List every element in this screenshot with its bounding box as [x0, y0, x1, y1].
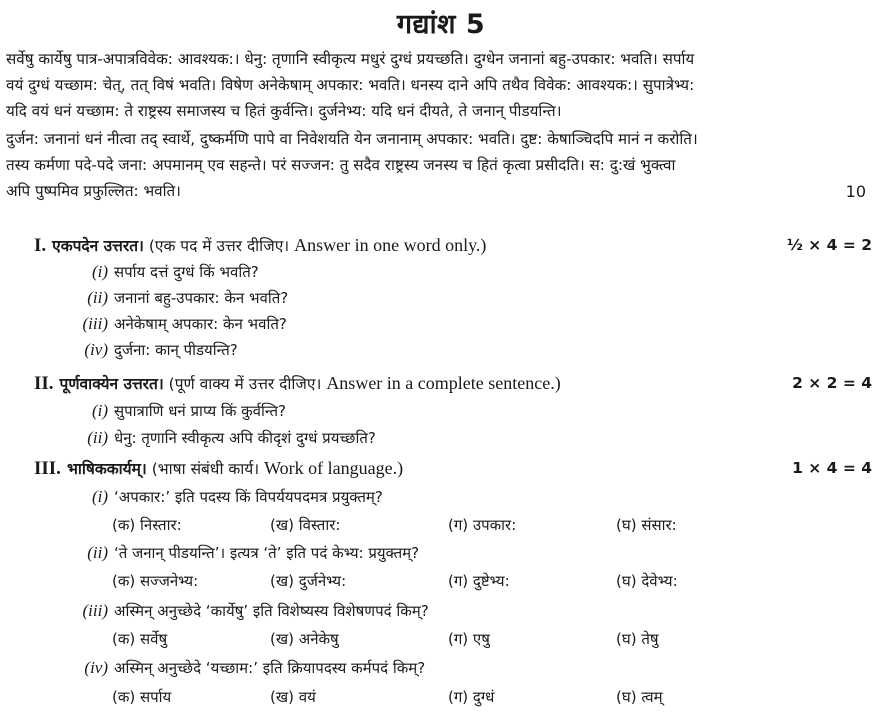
question-text: सुपात्राणि धनं प्राप्य किं कुर्वन्ति? — [114, 402, 286, 420]
option-kha: (ख) अनेकेषु — [270, 630, 339, 648]
question-item — [64, 259, 259, 285]
option-gha: (घ) देवेभ्य: — [616, 572, 678, 590]
question-item — [64, 484, 383, 510]
option-gha: (घ) तेषु — [616, 630, 659, 648]
option-ga: (ग) दुग्धं — [448, 688, 495, 706]
question-number: (i) — [91, 401, 108, 420]
question-text: अनेकेषाम् अपकार: केन भवति? — [114, 315, 287, 333]
passage-paragraph-1 — [6, 46, 878, 124]
question-item — [64, 398, 286, 424]
option-gha: (घ) त्वम् — [616, 688, 663, 706]
question-number: (iii) — [82, 314, 108, 333]
question-number: (i) — [91, 487, 108, 506]
question-number: (iv) — [84, 658, 108, 677]
option-ka: (क) निस्तार: — [112, 516, 182, 534]
option-kha: (ख) वयं — [270, 688, 316, 706]
option-kha: (ख) दुर्जनेभ्य: — [270, 572, 347, 590]
question-item — [64, 425, 376, 451]
option-ka: (क) सर्वेषु — [112, 630, 168, 648]
section-title: भाषिककार्यम्। — [66, 460, 147, 478]
passage-line: दुर्जन: जनानां धनं नीत्वा तद् स्वार्थे, दुष्कर्मणि पापे वा निवेशयति येन जनानाम् अपकार: भवति। दुष्ट: केषाञ्चिदपि मानं न करोति। — [6, 130, 698, 148]
question-item — [64, 655, 425, 681]
section-english-instruction: Work of language.) — [264, 458, 404, 478]
section-marks: ½ × 4 = 2 — [786, 236, 872, 254]
section-title: पूर्णवाक्येन उत्तरत। — [59, 375, 164, 393]
section-heading-1 — [34, 232, 486, 258]
section-marks: 2 × 2 = 4 — [792, 374, 872, 392]
question-number: (iv) — [84, 340, 108, 359]
option-ka: (क) सज्जनेभ्य: — [112, 572, 199, 590]
option-kha: (ख) विस्तार: — [270, 516, 341, 534]
section-heading-3 — [34, 455, 403, 481]
question-number: (iii) — [82, 601, 108, 620]
question-text: जनानां बहु-उपकार: केन भवति? — [114, 289, 289, 307]
question-number: (i) — [91, 262, 108, 281]
question-item — [64, 337, 238, 363]
section-hindi-instruction: (पूर्ण वाक्य में उत्तर दीजिए। — [168, 375, 322, 393]
question-text: ‘ते जनान् पीडयन्ति’। इत्यत्र ‘ते’ इति पदं केभ्य: प्रयुक्तम्? — [114, 544, 420, 562]
question-text: धेनु: तृणानि स्वीकृत्य अपि कीदृशं दुग्धं प्रयच्छति? — [114, 429, 376, 447]
section-english-instruction: Answer in one word only.) — [294, 235, 487, 255]
question-text: अस्मिन् अनुच्छेदे ‘यच्छाम:’ इति क्रियापदस्य कर्मपदं किम्? — [114, 659, 426, 677]
passage-line: यदि वयं धनं यच्छाम: ते राष्ट्रस्य समाजस्य च हितं कुर्वन्ति। दुर्जनेभ्य: यदि धनं दीयते, ते जनान् पीडयन्ति। — [6, 102, 562, 120]
passage-line: वयं दुग्धं यच्छाम: चेत्, तत् विषं भवति। विषेण अनेकेषाम् अपकार: भवति। धनस्य दाने अपि तथैव विवेक: आवश्यक:। सुपात्रेभ्य: — [6, 76, 695, 94]
question-number: (ii) — [87, 543, 108, 562]
option-ga: (ग) दुष्टेभ्य: — [448, 572, 510, 590]
question-text: ‘अपकार:’ इति पदस्य किं विपर्ययपदमत्र प्रयुक्तम्? — [114, 488, 383, 506]
section-hindi-instruction: (एक पद में उत्तर दीजिए। — [148, 237, 290, 255]
question-item — [64, 285, 288, 311]
option-ga: (ग) उपकार: — [448, 516, 517, 534]
section-english-instruction: Answer in a complete sentence.) — [326, 373, 561, 393]
option-ga: (ग) एषु — [448, 630, 490, 648]
section-title: एकपदेन उत्तरत। — [52, 237, 144, 255]
page-title: गद्यांश 5 — [396, 9, 486, 40]
section-hindi-instruction: (भाषा संबंधी कार्य। — [151, 460, 260, 478]
question-item — [64, 540, 419, 566]
option-gha: (घ) संसार: — [616, 516, 677, 534]
question-text: सर्पाय दत्तं दुग्धं किं भवति? — [114, 263, 259, 281]
question-number: (ii) — [87, 288, 108, 307]
passage-paragraph-2 — [6, 126, 878, 204]
passage-line: तस्य कर्मणा पदे-पदे जना: अपमानम् एव सहन्ते। परं सज्जन: तु सदैव राष्ट्रस्य जनस्य च हितं कृत्वा प्रसीदति। स: दु:खं भुक्त्वा — [6, 156, 676, 174]
question-item — [64, 311, 287, 337]
passage-total-marks: 10 — [845, 182, 866, 201]
section-number: II. — [34, 373, 54, 394]
question-number: (ii) — [87, 428, 108, 447]
section-number: I. — [34, 235, 47, 256]
passage-line: अपि पुष्पमिव प्रफुल्लित: भवति। — [6, 182, 181, 200]
section-heading-2 — [34, 370, 561, 396]
section-number: III. — [34, 458, 61, 479]
question-text: अस्मिन् अनुच्छेदे ‘कार्येषु’ इति विशेष्यस्य विशेषणपदं किम्? — [114, 602, 429, 620]
question-text: दुर्जना: कान् पीडयन्ति? — [114, 341, 238, 359]
passage-line: सर्वेषु कार्येषु पात्र-अपात्रविवेक: आवश्यक:। धेनु: तृणानि स्वीकृत्य मधुरं दुग्धं प्रयच्छति। दुग्धेन जनानां बहु-उपकार: भवति। सर्पाय — [6, 50, 695, 68]
question-item — [64, 598, 429, 624]
section-marks: 1 × 4 = 4 — [792, 459, 872, 477]
option-ka: (क) सर्पाय — [112, 688, 172, 706]
